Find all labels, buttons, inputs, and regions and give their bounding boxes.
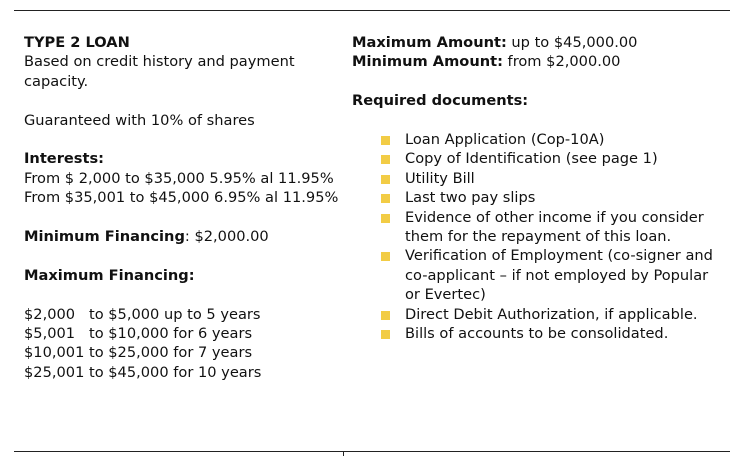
interests-heading: Interests: — [24, 150, 104, 168]
square-bullet-icon — [381, 252, 390, 261]
document-item: Bills of accounts to be consolidated. — [352, 324, 722, 343]
maximum-amount-label: Maximum Amount: — [352, 34, 507, 51]
square-bullet-icon — [381, 311, 390, 320]
financing-term-row: $25,001 to $45,000 for 10 years — [24, 363, 262, 381]
interest-row: From $35,001 to $45,000 6.95% al 11.95% — [24, 189, 339, 207]
loan-title: TYPE 2 LOAN — [24, 34, 130, 51]
minimum-amount-value: from $2,000.00 — [502, 53, 621, 71]
document-item: Direct Debit Authorization, if applicable. — [352, 305, 722, 324]
document-item: Copy of Identification (see page 1) — [352, 149, 722, 168]
loan-details-column — [24, 33, 342, 382]
minimum-amount-label: Minimum Amount: — [352, 53, 503, 71]
financing-term-row: $10,001 to $25,000 for 7 years — [24, 344, 253, 362]
document-item: Verification of Employment (co-signer and co-applicant – if not employed by Popular or Evertec) — [352, 246, 722, 304]
financing-term-row: $2,000 to $5,000 up to 5 years — [24, 305, 261, 323]
document-item: Utility Bill — [352, 169, 722, 188]
loan-description: Based on credit history and payment capacity. — [24, 53, 295, 90]
square-bullet-icon — [381, 330, 390, 339]
document-item: Evidence of other income if you consider them for the repayment of this loan. — [352, 208, 722, 247]
minimum-amount — [352, 52, 722, 71]
square-bullet-icon — [381, 175, 390, 184]
minimum-financing-label: Minimum Financing — [24, 228, 185, 246]
maximum-financing-heading: Maximum Financing: — [24, 266, 195, 284]
square-bullet-icon — [381, 194, 390, 203]
minimum-financing-value: : $2,000.00 — [184, 228, 269, 246]
top-rule — [14, 10, 730, 11]
required-documents-heading: Required documents: — [352, 92, 529, 110]
document-item: Last two pay slips — [352, 188, 722, 207]
required-documents-list — [352, 130, 722, 343]
financing-term-row: $5,001 to $10,000 for 6 years — [24, 325, 253, 343]
square-bullet-icon — [381, 214, 390, 223]
square-bullet-icon — [381, 136, 390, 145]
amounts-documents-column — [352, 33, 722, 343]
interest-row: From $ 2,000 to $35,000 5.95% al 11.95% — [24, 169, 334, 187]
square-bullet-icon — [381, 155, 390, 164]
column-divider-tick — [343, 451, 344, 456]
bottom-rule — [14, 451, 730, 452]
minimum-financing — [24, 227, 342, 246]
guarantee-text: Guaranteed with 10% of shares — [24, 111, 255, 129]
maximum-amount-value: up to $45,000.00 — [506, 34, 638, 51]
maximum-amount — [352, 33, 722, 52]
document-item: Loan Application (Cop-10A) — [352, 130, 722, 149]
